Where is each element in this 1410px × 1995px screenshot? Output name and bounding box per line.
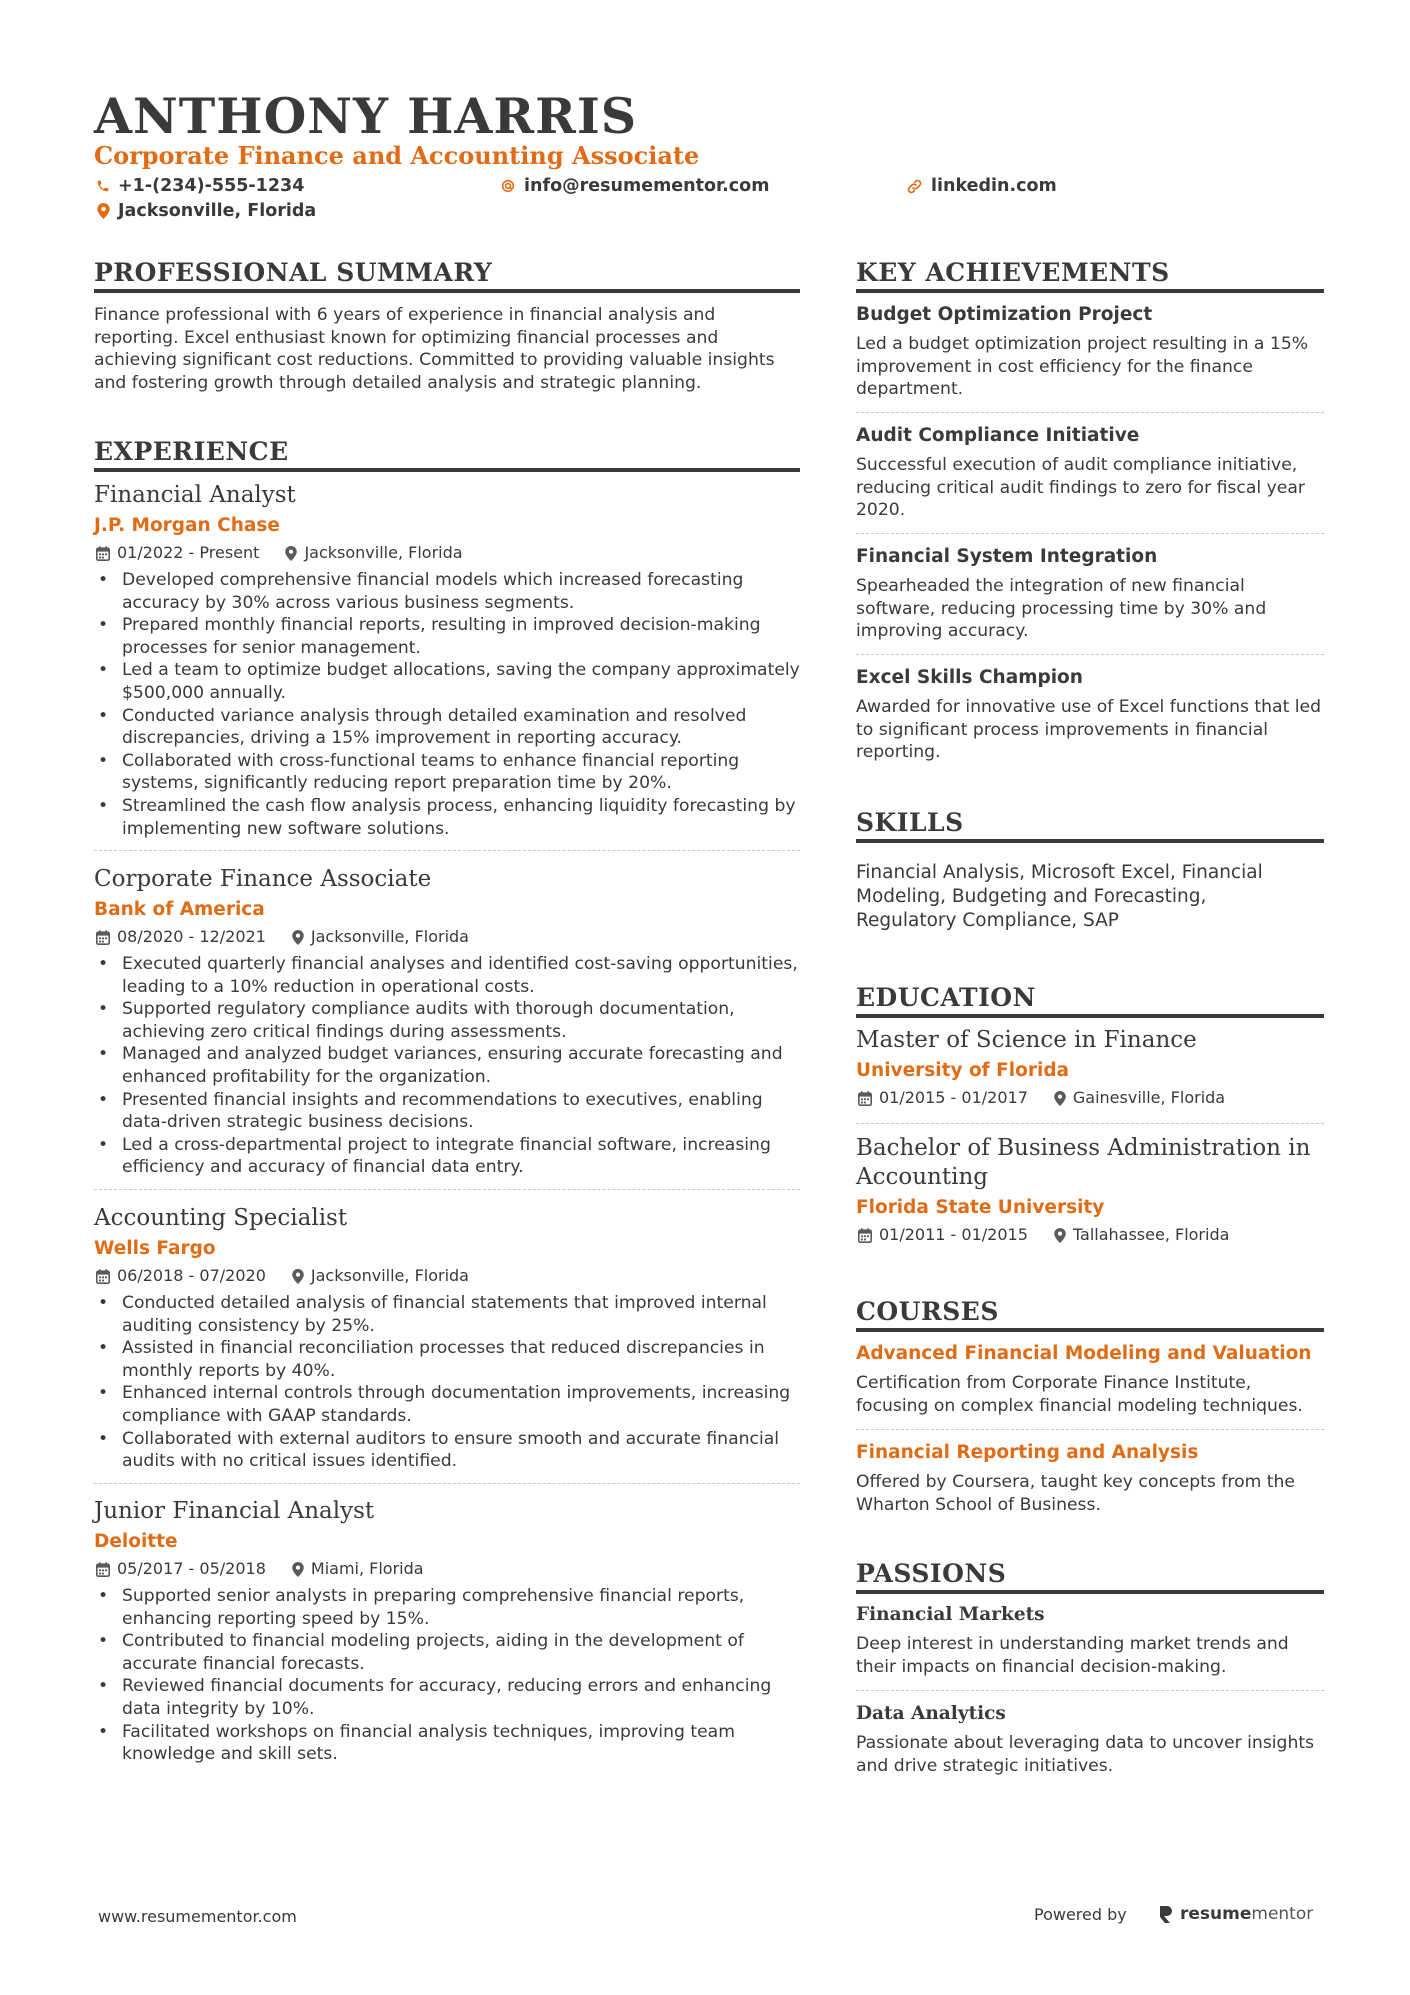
achievement-title: Budget Optimization Project: [856, 304, 1153, 325]
passion-line: Deep interest in understanding market trends and: [856, 1634, 1289, 1654]
job-bullet: [94, 1292, 800, 1337]
course-title: Advanced Financial Modeling and Valuation: [856, 1343, 1312, 1364]
job-bullet: [94, 795, 800, 840]
course-text: [856, 1471, 1324, 1516]
achievement-line: Led a budget optimization project resulting in a 15%: [856, 334, 1309, 354]
job-company: J.P. Morgan Chase: [94, 515, 280, 536]
courses-heading: COURSES: [856, 1297, 999, 1326]
bullet-line: • Led a cross-departmental project to integrate financial software, increasing: [122, 1134, 771, 1155]
email-text: info@resumementor.com: [524, 176, 770, 196]
education-dates: 01/2011 - 01/2015: [879, 1225, 1028, 1244]
bullet-line: enhancing reporting speed by 15%.: [122, 1608, 430, 1629]
bullet-line: data integrity by 10%.: [122, 1698, 315, 1719]
degree-title: [856, 1026, 1324, 1055]
job-bullet: [94, 998, 800, 1043]
job-bullet: [94, 1382, 800, 1427]
passion-title: Data Analytics: [856, 1703, 1006, 1724]
linkedin-text: linkedin.com: [931, 176, 1057, 196]
phone-contact: [96, 174, 304, 198]
footer-url[interactable]: www.resumementor.com: [98, 1907, 297, 1926]
location-contact: [97, 199, 316, 223]
job-bullets: [94, 1292, 800, 1473]
job-bullet: [94, 1630, 800, 1675]
linkedin-contact[interactable]: [906, 174, 1057, 198]
skills-line: Modeling, Budgeting and Forecasting,: [856, 886, 1207, 907]
education-rule: [856, 1014, 1324, 1018]
achievement-line: improvement in cost efficiency for the finance: [856, 356, 1253, 377]
job-dates: 01/2022 - Present: [117, 543, 260, 562]
candidate-title: Corporate Finance and Accounting Associate: [94, 141, 700, 170]
job-location: Jacksonville, Florida: [310, 1266, 469, 1285]
degree-line: Master of Science in Finance: [856, 1027, 1197, 1053]
map-pin-icon: [285, 546, 297, 561]
achievement-divider: [856, 412, 1324, 413]
bullet-line: achieving zero critical findings during assessments.: [122, 1021, 567, 1042]
job-bullet: [94, 750, 800, 795]
experience-rule: [94, 468, 800, 472]
education-dates: 01/2015 - 01/2017: [879, 1088, 1028, 1107]
job-meta: [96, 542, 463, 564]
passion-divider: [856, 1690, 1324, 1691]
achievement-line: software, reducing processing time by 30% and: [856, 598, 1267, 619]
passion-text: [856, 1732, 1324, 1777]
brand-bold: resume: [1180, 1904, 1252, 1924]
map-pin-icon: [292, 1269, 304, 1284]
job-bullet: [94, 569, 800, 614]
bullet-line: processes for senior management.: [122, 637, 421, 658]
achievement-title: Excel Skills Champion: [856, 667, 1083, 688]
bullet-line: systems, significantly reducing report preparation time by 20%.: [122, 773, 672, 794]
job-bullet: [94, 705, 800, 750]
calendar-icon: [858, 1228, 872, 1243]
achievement-line: Spearheaded the integration of new financial: [856, 576, 1245, 596]
job-bullet: [94, 1585, 800, 1630]
job-bullet: [94, 953, 800, 998]
job-divider: [94, 1189, 800, 1190]
job-bullets: [94, 1585, 800, 1766]
degree-title: [856, 1134, 1324, 1192]
achievement-line: Awarded for innovative use of Excel functions that led: [856, 697, 1322, 717]
job-bullets: [94, 569, 800, 840]
course-line: focusing on complex financial modeling techniques.: [856, 1395, 1303, 1416]
school-name: Florida State University: [856, 1197, 1105, 1218]
course-line: Offered by Coursera, taught key concepts from the: [856, 1472, 1295, 1492]
course-divider: [856, 1429, 1324, 1430]
bullet-line: accuracy by 30% across various business segments.: [122, 592, 575, 613]
summary-text: [94, 304, 800, 394]
candidate-name: ANTHONY HARRIS: [94, 87, 638, 145]
bullet-line: • Enhanced internal controls through documentation improvements, increasing: [122, 1383, 791, 1404]
calendar-icon: [96, 546, 110, 561]
bullet-line: discrepancies, driving a 15% improvement in reporting accuracy.: [122, 728, 683, 749]
bullet-line: knowledge and skill sets.: [122, 1744, 338, 1765]
job-bullet: [94, 1675, 800, 1720]
achievement-text: [856, 454, 1324, 522]
map-pin-icon: [292, 930, 304, 945]
summary-line: Finance professional with 6 years of experience in financial analysis and: [94, 305, 716, 325]
achievement-title: Audit Compliance Initiative: [856, 425, 1140, 446]
powered-by-label: Powered by: [1034, 1905, 1127, 1924]
achievement-title: Financial System Integration: [856, 546, 1158, 567]
achievement-line: Successful execution of audit compliance initiative,: [856, 455, 1298, 475]
summary-heading: PROFESSIONAL SUMMARY: [94, 258, 493, 287]
job-role: Corporate Finance Associate: [94, 866, 432, 892]
skills-rule: [856, 839, 1324, 843]
education-location: Tallahassee, Florida: [1072, 1225, 1230, 1244]
bullet-line: • Developed comprehensive financial models which increased forecasting: [122, 570, 744, 590]
job-role: Accounting Specialist: [94, 1205, 348, 1231]
school-name: University of Florida: [856, 1060, 1070, 1081]
bullet-line: leading to a 10% reduction in operational costs.: [122, 976, 535, 997]
degree-line: Bachelor of Business Administration in: [856, 1135, 1311, 1161]
achievement-line: improving accuracy.: [856, 621, 1029, 642]
job-role: Financial Analyst: [94, 482, 296, 508]
achievement-text: [856, 696, 1324, 764]
calendar-icon: [858, 1091, 872, 1106]
location-text: Jacksonville, Florida: [118, 201, 317, 221]
brand-light: mentor: [1251, 1904, 1314, 1924]
course-line: Certification from Corporate Finance Institute,: [856, 1373, 1252, 1393]
skills-heading: SKILLS: [856, 808, 964, 837]
calendar-icon: [96, 1562, 110, 1577]
job-dates: 08/2020 - 12/2021: [117, 927, 266, 946]
job-bullet: [94, 1134, 800, 1179]
job-meta: [96, 1265, 469, 1287]
passion-text: [856, 1633, 1324, 1678]
bullet-line: • Executed quarterly financial analyses and identified cost-saving opportunities,: [122, 954, 798, 974]
brand-logo[interactable]: [1158, 1902, 1313, 1926]
bullet-line: • Facilitated workshops on financial analysis techniques, improving team: [122, 1721, 735, 1742]
courses-rule: [856, 1328, 1324, 1332]
bullet-line: enhanced profitability for the organization.: [122, 1066, 492, 1087]
experience-heading: EXPERIENCE: [94, 437, 289, 466]
course-title: Financial Reporting and Analysis: [856, 1442, 1199, 1463]
map-pin-icon: [292, 1562, 304, 1577]
achievement-text: [856, 575, 1324, 643]
education-meta: [858, 1224, 1229, 1246]
summary-line: achieving significant cost reductions. Committed to providing valuable insights: [94, 350, 775, 371]
bullet-line: auditing consistency by 25%.: [122, 1315, 375, 1336]
map-pin-icon: [1054, 1091, 1066, 1106]
job-bullets: [94, 953, 800, 1179]
passions-rule: [856, 1590, 1324, 1594]
job-bullet: [94, 1721, 800, 1766]
calendar-icon: [96, 930, 110, 945]
bullet-line: • Reviewed financial documents for accuracy, reducing errors and enhancing: [122, 1676, 772, 1697]
achievements-heading: KEY ACHIEVEMENTS: [856, 258, 1170, 287]
job-bullet: [94, 1043, 800, 1088]
bullet-line: • Assisted in financial reconciliation processes that reduced discrepancies in: [122, 1338, 765, 1359]
job-bullet: [94, 614, 800, 659]
passion-line: Passionate about leveraging data to uncover insights: [856, 1733, 1315, 1753]
achievement-line: department.: [856, 379, 964, 400]
phone-text: +1-(234)-555-1234: [118, 176, 305, 196]
bullet-line: compliance with GAAP standards.: [122, 1405, 412, 1426]
job-bullet: [94, 1089, 800, 1134]
bullet-line: monthly reports by 40%.: [122, 1360, 336, 1381]
bullet-line: • Presented financial insights and recommendations to executives, enabling: [122, 1089, 763, 1110]
achievement-divider: [856, 533, 1324, 534]
bullet-line: audits with no critical issues identified.: [122, 1451, 458, 1472]
achievement-line: reducing critical audit findings to zero for fiscal year: [856, 477, 1305, 498]
job-meta: [96, 926, 469, 948]
achievements-rule: [856, 289, 1324, 293]
job-dates: 06/2018 - 07/2020: [117, 1266, 266, 1285]
job-location: Miami, Florida: [310, 1559, 424, 1578]
achievement-line: to significant process improvements in financial: [856, 719, 1268, 740]
map-pin-icon: [1054, 1228, 1066, 1243]
passion-line: their impacts on financial decision-making.: [856, 1656, 1227, 1677]
job-meta: [96, 1558, 424, 1580]
resumementor-logo-icon: [1158, 1904, 1174, 1924]
job-divider: [94, 850, 800, 851]
job-role: Junior Financial Analyst: [94, 1498, 375, 1524]
job-bullet: [94, 1428, 800, 1473]
skills-line: Financial Analysis, Microsoft Excel, Financial: [856, 862, 1263, 883]
bullet-line: • Collaborated with external auditors to ensure smooth and accurate financial: [122, 1428, 780, 1449]
job-company: Bank of America: [94, 899, 265, 920]
bullet-line: • Contributed to financial modeling projects, aiding in the development of: [122, 1631, 744, 1652]
achievement-divider: [856, 654, 1324, 655]
job-company: Wells Fargo: [94, 1238, 216, 1259]
job-company: Deloitte: [94, 1531, 178, 1552]
education-meta: [858, 1087, 1225, 1109]
skills-text: [856, 861, 1324, 933]
passion-title: Financial Markets: [856, 1604, 1045, 1625]
job-location: Jacksonville, Florida: [304, 543, 463, 562]
achievement-line: reporting.: [856, 742, 941, 763]
bullet-line: data-driven strategic business decisions.: [122, 1112, 474, 1133]
bullet-line: efficiency and accuracy of financial data entry.: [122, 1157, 524, 1178]
bullet-line: • Conducted detailed analysis of financial statements that improved internal: [122, 1293, 767, 1313]
bullet-line: • Prepared monthly financial reports, resulting in improved decision-making: [122, 615, 761, 636]
map-pin-icon: [97, 203, 110, 219]
job-dates: 05/2017 - 05/2018: [117, 1559, 266, 1578]
passions-heading: PASSIONS: [856, 1559, 1007, 1588]
bullet-line: $500,000 annually.: [122, 682, 286, 703]
course-line: Wharton School of Business.: [856, 1494, 1101, 1515]
bullet-line: • Supported senior analysts in preparing comprehensive financial reports,: [122, 1586, 745, 1606]
bullet-line: • Managed and analyzed budget variances, ensuring accurate forecasting and: [122, 1044, 783, 1065]
bullet-line: accurate financial forecasts.: [122, 1653, 365, 1674]
course-text: [856, 1372, 1324, 1417]
bullet-line: • Conducted variance analysis through detailed examination and resolved: [122, 705, 747, 726]
bullet-line: implementing new software solutions.: [122, 818, 450, 839]
skills-line: Regulatory Compliance, SAP: [856, 910, 1119, 931]
job-bullet: [94, 1337, 800, 1382]
education-location: Gainesville, Florida: [1072, 1088, 1226, 1107]
education-divider: [856, 1123, 1324, 1124]
job-bullet: [94, 659, 800, 704]
bullet-line: • Led a team to optimize budget allocations, saving the company approximately: [122, 660, 800, 681]
degree-line: Accounting: [856, 1164, 988, 1190]
summary-line: reporting. Excel enthusiast known for optimizing financial processes and: [94, 327, 719, 348]
education-heading: EDUCATION: [856, 983, 1036, 1012]
passion-line: and drive strategic initiatives.: [856, 1755, 1114, 1776]
link-icon: [906, 178, 923, 195]
job-divider: [94, 1483, 800, 1484]
bullet-line: • Supported regulatory compliance audits with thorough documentation,: [122, 999, 735, 1020]
summary-line: and fostering growth through detailed analysis and strategic planning.: [94, 372, 702, 393]
bullet-line: • Collaborated with cross-functional teams to enhance financial reporting: [122, 750, 740, 771]
achievement-text: [856, 333, 1324, 401]
email-contact[interactable]: [500, 174, 769, 198]
job-location: Jacksonville, Florida: [310, 927, 469, 946]
bullet-line: • Streamlined the cash flow analysis process, enhancing liquidity forecasting by: [122, 795, 796, 816]
achievement-line: 2020.: [856, 500, 906, 521]
calendar-icon: [96, 1269, 110, 1284]
summary-rule: [94, 289, 800, 293]
at-icon: [500, 178, 516, 194]
phone-icon: [96, 179, 110, 193]
